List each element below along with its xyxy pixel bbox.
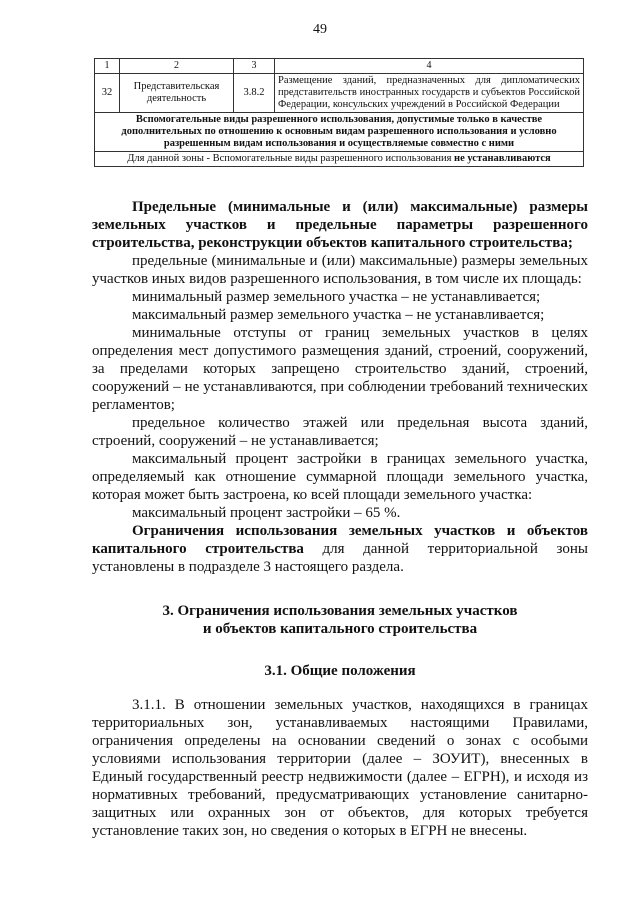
restrictions-rest: для данной территориальной зоны установлены в подразделе 3 настоящего раздела. [92,541,588,575]
paragraph: максимальный размер земельного участка – не устанавливается; [132,307,545,323]
subsection-heading: 3.1. Общие положения [264,663,416,679]
table-row [95,74,584,113]
paragraph: предельное количество этажей или предельная высота зданий, строений, сооружений – не устанавливается; [92,415,588,449]
section-3 [92,602,588,638]
paragraph: 3.1.1. В отношении земельных участков, находящихся в границах территориальных зон, устанавливаемых настоящими Правилами, ограничения определены на основании сведений о зонах с особыми условиями использования территории (далее – ЗОУИТ), внесенных в Единый государственный реестр недвижимости (далее – ЕГРН), и исходя из нормативных требований, предусматривающих установление санитарно-защитных или охранных зон от объектов, для которых требуется установление таких зон, но сведения о которых в ЕГРН не внесены. [92,697,588,839]
land-use-table [94,58,584,167]
table-header-cell: 2 [120,59,234,74]
paragraph: минимальный размер земельного участка – не устанавливается; [132,289,541,305]
parameters-section [92,198,588,576]
page-number: 49 [313,22,327,37]
table-header-cell: 1 [95,59,120,74]
paragraph [92,522,588,576]
paragraph: предельные (минимальные и (или) максимальные) размеры земельных участков иных видов разрешенного использования, в том числе их площадь: [92,253,588,287]
section3-heading-line2: и объектов капитального строительства [202,621,478,637]
section-heading: Предельные (минимальные и (или) максимальные) размеры земельных участков и предельные параметры разрешенного строительства, реконструкции объектов капитального строительства; [92,199,588,251]
subsection-3-1-body [92,696,588,840]
paragraph: максимальный процент застройки – 65 %. [132,505,401,521]
aux-heading: Вспомогательные виды разрешенного использования, допустимые только в качестве дополнительных по отношению к основным видам разрешенного использования и условно разрешенным видам использования и осуществляемые совместно с ними [95,113,584,152]
aux-note-row [95,152,584,167]
paragraph: максимальный процент застройки в границах земельного участка, определяемый как отношение суммарной площади земельного участка, которая может быть застроена, ко всей площади земельного участка: [92,451,588,503]
use-type-name: Представительская деятельность [120,74,234,113]
section3-heading-line1: 3. Ограничения использования земельных участков [162,603,518,619]
table-header-row [95,59,584,74]
subsection-3-1 [92,662,588,680]
paragraph: минимальные отступы от границ земельных участков в целях определения мест допустимого размещения зданий, строений, сооружений, за пределами которых запрещено строительство зданий, строений, сооружений – не устанавливаются, при соблюдении требований технических регламентов; [92,325,588,413]
row-number: 32 [95,74,120,113]
aux-note-prefix: Для данной зоны - Вспомогательные виды разрешенного использования [127,153,452,164]
aux-heading-row [95,113,584,152]
table-header-cell: 3 [234,59,275,74]
use-type-description: Размещение зданий, предназначенных для дипломатических представительств иностранных государств и субъектов Российской Федерации, консульских учреждений в Российской Федерации [275,74,584,113]
aux-note [95,152,584,167]
restrictions-bold: Ограничения использования земельных участков и объектов капитального строительства [92,523,588,557]
aux-note-bold: не устанавливаются [454,153,551,164]
use-type-code: 3.8.2 [234,74,275,113]
table-header-cell: 4 [275,59,584,74]
